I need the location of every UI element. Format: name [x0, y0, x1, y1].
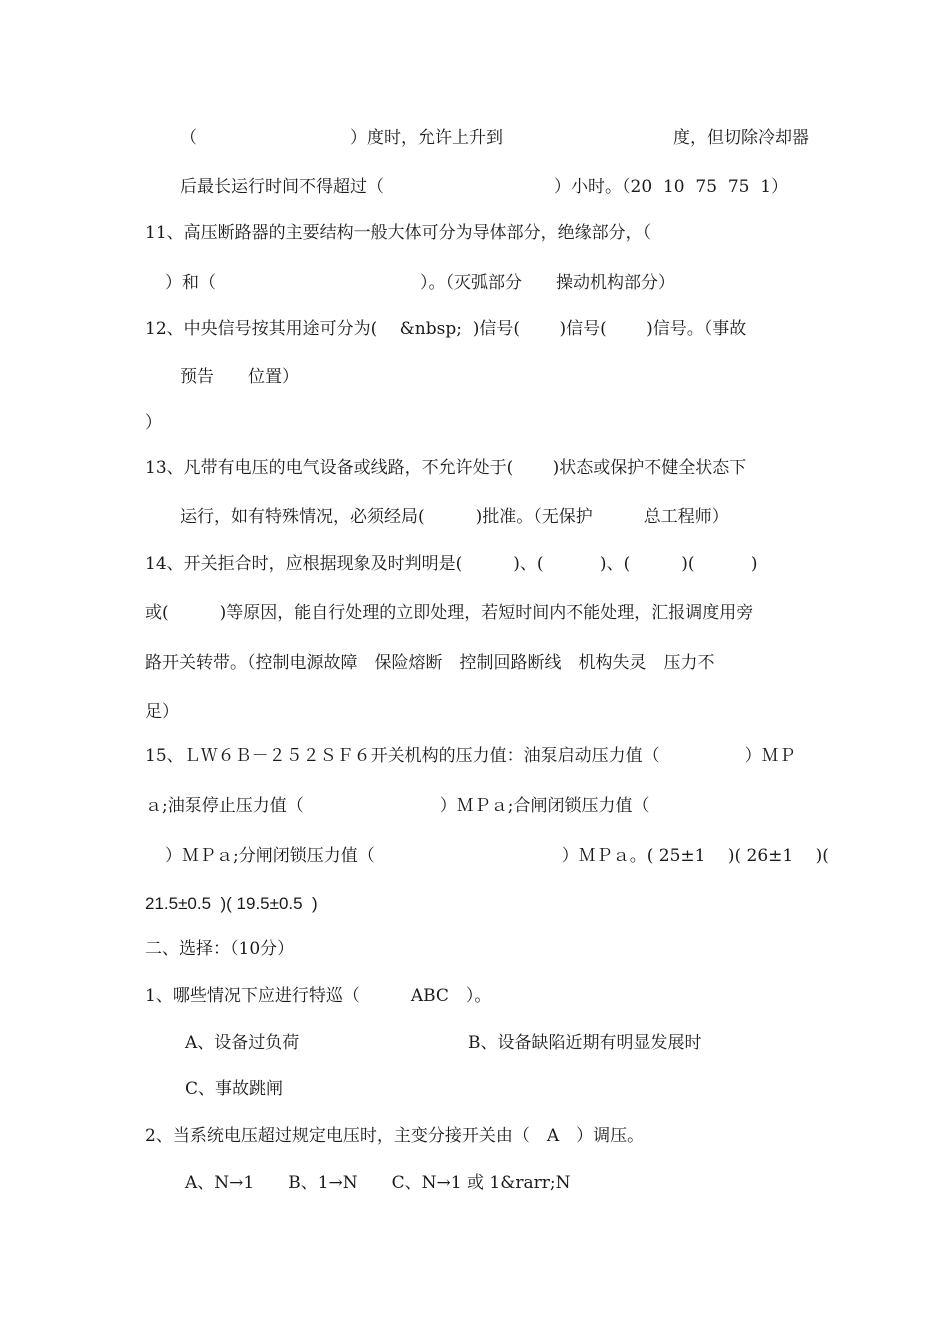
q12-line-1: 12、中央信号按其用途可分为( &nbsp; )信号( )信号( )信号。（事故 [145, 319, 747, 339]
s2-q1-option-a: A、设备过负荷 [185, 1033, 300, 1053]
q10-line-1: （ ）度时，允许上升到 度，但切除冷却器 [180, 128, 809, 148]
s2-q2-stem: 2、当系统电压超过规定电压时，主变分接开关由（ A ）调压。 [145, 1126, 645, 1146]
q14-line-4: 足） [145, 702, 179, 722]
q15-line-1: 15、ＬＷ６Ｂ－２５２ＳＦ６开关机构的压力值：油泵启动压力值（ ）ＭＰ [145, 746, 796, 766]
s2-q1-option-c: C、事故跳闸 [185, 1079, 284, 1099]
q14-line-1: 14、开关拒合时，应根据现象及时判明是( )、( )、( )( ) [145, 554, 758, 574]
s2-q1-stem: 1、哪些情况下应进行特巡（ ABC ）。 [145, 986, 492, 1006]
q15-line-4: 21.5±0.5 )( 19.5±0.5 ) [145, 894, 318, 913]
q15-line-2: ａ;油泵停止压力值（ ）ＭＰａ;合闸闭锁压力值（ [145, 796, 650, 816]
s2-q1-option-b: B、设备缺陷近期有明显发展时 [468, 1033, 702, 1053]
section2-heading: 二、选择：（10分） [145, 939, 295, 959]
q15-line-3: ）ＭＰａ;分闸闭锁压力值（ ）ＭＰａ。( 25±1 )( 26±1 )( [165, 846, 829, 866]
q11-line-1: 11、高压断路器的主要结构一般大体可分为导体部分，绝缘部分，（ [145, 223, 652, 243]
q10-line-2: 后最长运行时间不得超过（ ）小时。（20 10 75 75 1） [180, 177, 789, 197]
q13-line-1: 13、凡带有电压的电气设备或线路，不允许处于( )状态或保护不健全状态下 [145, 458, 747, 478]
q14-line-2: 或( )等原因，能自行处理的立即处理，若短时间内不能处理，汇报调度用旁 [145, 603, 754, 623]
q14-line-3: 路开关转带。（控制电源故障 保险熔断 控制回路断线 机构失灵 压力不 [145, 653, 715, 673]
q12-line-3: ） [145, 413, 162, 433]
q13-line-2: 运行，如有特殊情况，必须经局( )批准。（无保护 总工程师） [180, 507, 729, 527]
s2-q2-options: A、N→1 B、1→N C、N→1 或 1&rarr;N [185, 1173, 571, 1193]
q12-line-2: 预告 位置） [180, 367, 299, 387]
q11-line-2: ）和（ ）。（灭弧部分 操动机构部分） [165, 273, 675, 293]
